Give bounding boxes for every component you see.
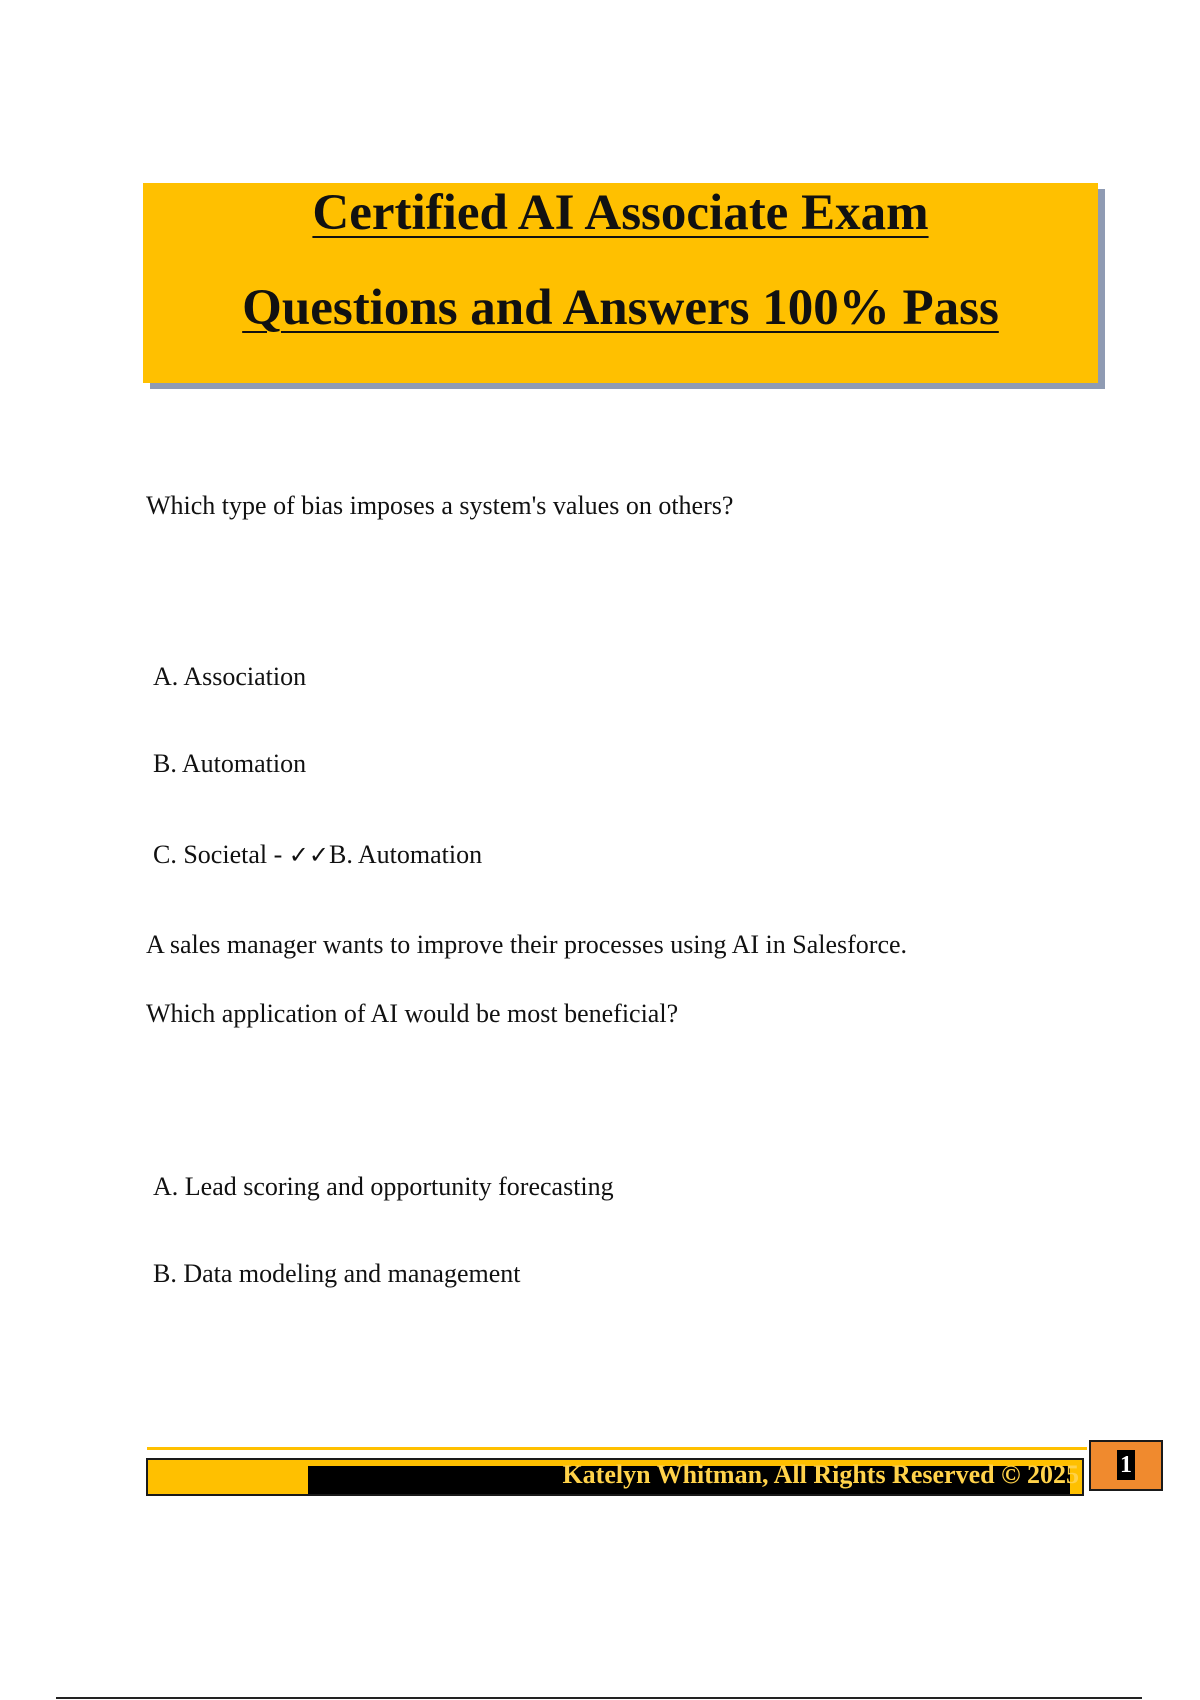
question-1-answer: B. Automation: [328, 840, 483, 869]
page-number: 1: [1117, 1450, 1135, 1480]
question-1-option-c-with-answer: [153, 838, 482, 872]
page-number-box: [1089, 1440, 1163, 1491]
question-2-option-a: A. Lead scoring and opportunity forecasting: [153, 1172, 614, 1201]
question-2-text-line-2: Which application of AI would be most beneficial?: [146, 999, 679, 1028]
question-1-option-a: A. Association: [153, 662, 307, 691]
question-1-option-b: B. Automation: [153, 749, 307, 778]
double-check-icon: ✓✓: [288, 841, 329, 869]
question-1-text: Which type of bias imposes a system's values on others?: [146, 491, 734, 520]
question-2-text-line-1: A sales manager wants to improve their processes using AI in Salesforce.: [146, 930, 908, 959]
footer-bar: [146, 1458, 1084, 1496]
document-title-banner: [143, 183, 1098, 383]
question-1-option-c: C. Societal -: [153, 840, 289, 869]
document-title-line-1: Certified AI Associate Exam: [312, 185, 929, 241]
footer-copyright: Katelyn Whitman, All Rights Reserved © 2025: [562, 1460, 1079, 1489]
question-2-option-b: B. Data modeling and management: [153, 1259, 521, 1288]
document-title-line-2: Questions and Answers 100% Pass: [242, 280, 999, 336]
footer-divider: [147, 1447, 1087, 1450]
page-bottom-divider: [56, 1697, 1142, 1699]
